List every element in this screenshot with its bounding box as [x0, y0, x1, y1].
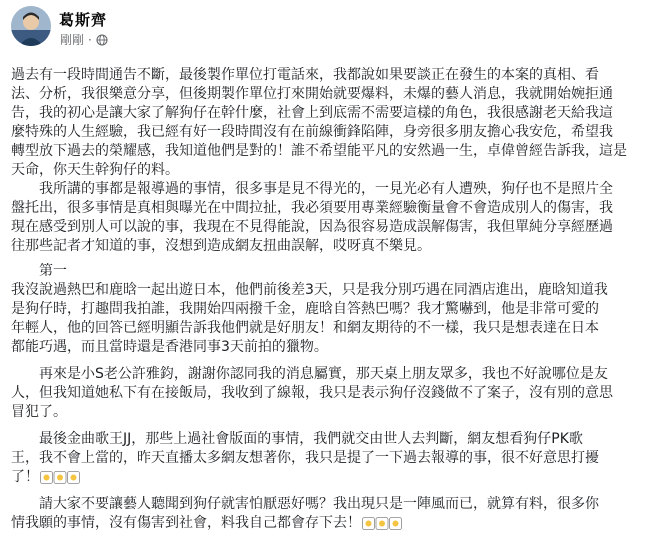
post-line: 天命，你天生幹狗仔的料。 — [11, 162, 179, 178]
post-line: 麼特殊的人生經驗，我已經有好一段時間沒有在前線衝鋒陷陣，身旁很多朋友擔心我安危，希望我 — [11, 124, 613, 140]
post-line: 盤托出，很多事情是真相與曝光在中間拉扯，我必須要用專業經驗衡量會不會造成別人的傷害，我 — [11, 200, 613, 216]
avatar-image — [11, 6, 51, 46]
post-line-with-emoji — [11, 514, 651, 533]
crying-emoji-icon — [362, 517, 402, 530]
post-line-text: 了！ — [11, 469, 39, 485]
post-line: 法、分析，我很樂意分享，但後期製作單位打來開始就要爆料，未爆的藝人消息，我就開始婉拒通 — [11, 86, 613, 102]
post-line-text: 情我願的事情，沒有傷害到社會，料我自己都會存下去！ — [11, 515, 361, 531]
post-line: 王，我不會上當的，昨天直播太多網友想著你，我只是提了一下過去報導的事，很不好意思打擾 — [11, 450, 599, 466]
post-line: 年輕人，他的回答已經明顯告訴我他們就是好朋友！和網友期待的不一樣，我只是想表達在日本 — [11, 320, 599, 336]
post-line: 往那些記者才知道的事，沒想到造成網友扭曲誤解，哎呀真不樂見。 — [11, 238, 431, 254]
post-line: 最後金曲歌王JJ，那些上過社會版面的事情，我們就交由世人去判斷，網友想看狗仔PK歌 — [11, 431, 583, 447]
post-line-with-emoji — [11, 468, 651, 487]
post-line: 第一 — [11, 263, 67, 279]
globe-icon[interactable] — [96, 34, 108, 46]
post-header — [0, 0, 660, 64]
post-line: 再來是小S老公許雅鈞，謝謝你認同我的消息屬實，那天桌上朋友眾多，我也不好說哪位是友 — [11, 366, 608, 382]
post-line: 是狗仔時，打趣問我拍誰，我開始四兩撥千金，鹿晗自答熱巴嗎？我才驚嚇到，他是非常可愛的 — [11, 301, 599, 317]
post-line: 過去有一段時間通告不斷，最後製作單位打電話來，我都說如果要談正在發生的本案的真相、看 — [11, 67, 599, 83]
post-line: 現在感受到別人可以說的事，我現在不見得能說，因為很容易造成誤解傷害，我但單純分享經歷過 — [11, 219, 613, 235]
author-avatar[interactable] — [11, 6, 51, 46]
author-name[interactable]: 葛斯齊 — [59, 11, 108, 29]
post-line: 我沒說過熱巴和鹿晗一起出遊日本，他們前後差3天，只是我分別巧遇在同酒店進出，鹿晗知道我 — [11, 282, 608, 298]
post-line: 告，我的初心是讓大家了解狗仔在幹什麼，社會上到底需不需要這樣的角色，我很感謝老天給我這 — [11, 105, 613, 121]
post-line: 請大家不要讓藝人聽聞到狗仔就害怕厭惡好嗎？我出現只是一陣風而已，就算有料，很多你 — [11, 496, 599, 512]
crying-emoji-icon — [40, 471, 80, 484]
post-body — [11, 66, 651, 533]
meta-separator: · — [88, 32, 92, 47]
post-meta — [60, 31, 108, 48]
post-line: 都能巧遇，而且當時還是香港同事3天前拍的獵物。 — [11, 339, 328, 355]
post-line: 冒犯了。 — [11, 404, 67, 420]
post-line: 轉型放下過去的榮耀感，我知道他們是對的！誰不希望能平凡的安然過一生，卓偉曾經告訴我，這是 — [11, 143, 627, 159]
post-line: 人，但我知道她私下有在接飯局，我收到了線報，我只是表示狗仔沒錢做不了案子，沒有別的意思 — [11, 385, 613, 401]
post-timestamp[interactable]: 剛剛 — [60, 33, 85, 47]
post-line: 我所講的事都是報導過的事情，很多事是見不得光的，一見光必有人遭殃，狗仔也不是照片全 — [11, 181, 613, 197]
